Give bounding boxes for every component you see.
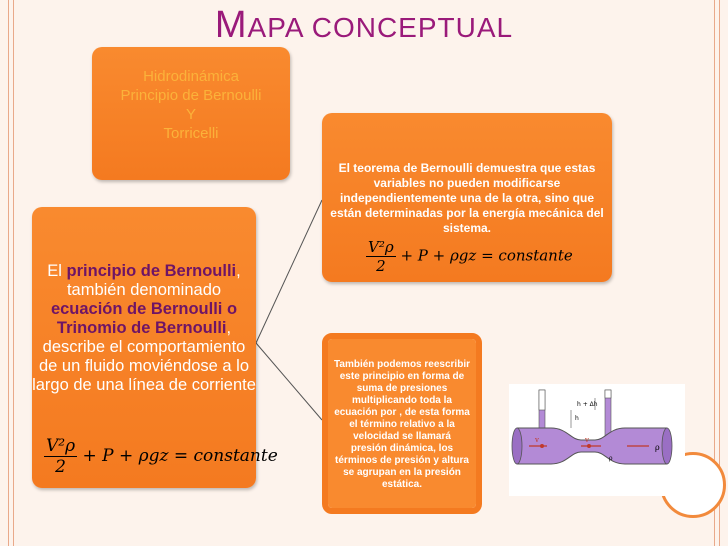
label-v-left: v: [535, 436, 539, 444]
topic-line-2: Principio de Bernoulli: [120, 87, 262, 104]
label-rho: ρ: [655, 443, 660, 452]
def-text-1: El: [47, 262, 67, 280]
title-initial: M: [214, 4, 248, 46]
pressure-inner: [328, 339, 476, 508]
concept-box-topic: [92, 47, 290, 180]
topic-line-3: Y: [185, 106, 196, 123]
concept-box-pressure: [322, 333, 482, 514]
pressure-text: También podemos reescribir este principio en forma de suma de presiones multiplicando toda la ecuación por , de esta forma el término relativo a la velocidad se llamará presión dinámica, los términos de presión y altura se agrupan en la presión estática.: [334, 359, 470, 490]
label-h: h: [575, 415, 579, 422]
formula-rest: + P + ρgz = constante: [82, 446, 278, 466]
title-rest: APA CONCEPTUAL: [247, 12, 514, 43]
label-h-dh: h + Δh: [577, 401, 598, 408]
left-manometer-empty: [539, 390, 545, 410]
pipe-end-right: [662, 428, 672, 464]
formula-denominator: 2: [55, 457, 66, 477]
formula-rest: + P + ρgz = constante: [400, 246, 573, 265]
def-bold-2: ecuación de Bernoulli o Trinomio de Bernoulli: [50, 300, 238, 337]
formula-left: [44, 436, 278, 477]
def-bold-1: principio de Bernoulli: [66, 262, 237, 280]
def-text-3: , describe el comportamiento de un fluido moviéndose a lo largo de una línea de corriente: [32, 319, 256, 394]
connector-bottom: [256, 343, 322, 420]
connector-top: [256, 200, 322, 343]
right-manometer-empty: [605, 390, 611, 398]
venturi-tube-illustration: [509, 384, 685, 496]
topic-line-1: Hidrodinámica: [143, 68, 239, 85]
formula-numerator: V²ρ: [46, 436, 76, 456]
formula-right: [366, 238, 573, 275]
point-mid: [587, 444, 591, 448]
label-v-mid: v: [585, 436, 589, 444]
pipe-end-left: [512, 428, 522, 464]
def-text-2: , también denominado: [66, 262, 241, 299]
point-left: [540, 444, 544, 448]
theorem-text: El teorema de Bernoulli demuestra que estas variables no pueden modificarse independientemente una de la otra, sino que están determinadas por la energía mecánica del sistema.: [330, 161, 604, 235]
formula-numerator: V²ρ: [368, 238, 394, 256]
formula-denominator: 2: [376, 257, 386, 275]
topic-line-4: Torricelli: [163, 125, 219, 142]
label-rho-mid: ρ: [609, 455, 613, 462]
